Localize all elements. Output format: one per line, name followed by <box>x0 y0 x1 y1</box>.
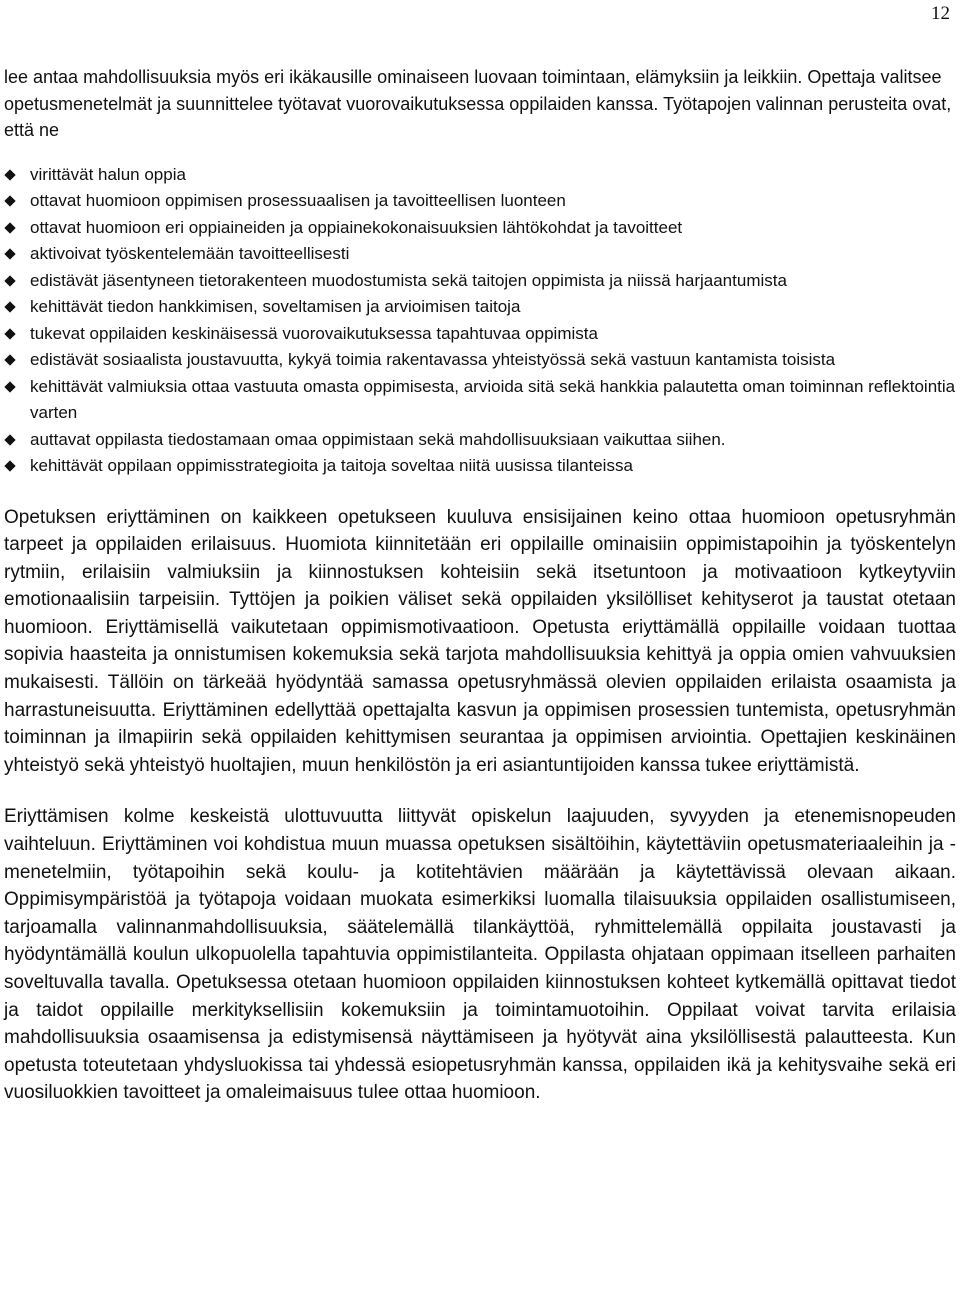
list-item <box>4 215 956 242</box>
list-item <box>4 162 956 189</box>
diamond-bullet-icon <box>4 354 15 365</box>
criteria-list <box>4 162 956 480</box>
diamond-bullet-icon <box>4 222 15 233</box>
list-item-text: kehittävät valmiuksia ottaa vastuuta omasta oppimisesta, arvioida sitä sekä hankkia palautetta oman toiminnan reflektointia varten <box>30 376 956 422</box>
list-item <box>4 347 956 374</box>
diamond-bullet-icon <box>4 381 15 392</box>
list-item-text: auttavat oppilasta tiedostamaan omaa oppimistaan sekä mahdollisuuksiaan vaikuttaa siihen. <box>30 429 726 449</box>
list-item <box>4 294 956 321</box>
diamond-bullet-icon <box>4 275 15 286</box>
list-item <box>4 374 956 427</box>
list-item <box>4 268 956 295</box>
list-item-text: aktivoivat työskentelemään tavoitteellisesti <box>30 244 350 263</box>
diamond-bullet-icon <box>4 248 15 259</box>
list-item-text: kehittävät tiedon hankkimisen, soveltamisen ja arvioimisen taitoja <box>30 297 521 316</box>
list-item <box>4 321 956 348</box>
diamond-bullet-icon <box>4 460 15 471</box>
list-item-text: virittävät halun oppia <box>30 164 186 184</box>
list-item <box>4 427 956 454</box>
list-item-text: ottavat huomioon eri oppiaineiden ja oppiainekokonaisuuksien lähtökohdat ja tavoitteet <box>30 217 683 237</box>
document-body <box>4 64 956 1107</box>
list-item-text: ottavat huomioon oppimisen prosessuaalisen ja tavoitteellisen luonteen <box>30 191 566 210</box>
list-item-text: edistävät jäsentyneen tietorakenteen muodostumista sekä taitojen oppimista ja niissä harjaantumista <box>30 270 787 290</box>
list-item <box>4 188 956 215</box>
page-number: 12 <box>931 3 950 24</box>
list-item <box>4 453 956 480</box>
differentiation-dimensions-paragraph: Eriyttämisen kolme keskeistä ulottuvuutta liittyvät opiskelun laajuuden, syvyyden ja etenemisnopeuden vaihteluun. Eriyttäminen voi kohdistua muun muassa opetuksen sisältöihin, käytettäviin opetusmateriaaleihin ja -menetelmiin, työtapoihin sekä koulu- ja kotitehtävien määrään ja käytettävissä olevaan aikaan. Oppimisympäristöä ja työtapoja voidaan muokata esimerkiksi luomalla tilaisuuksia oppilaiden osallistumiseen, tarjoamalla valinnanmahdollisuuksia, säätelemällä tilankäyttöä, ryhmittelemällä oppilaita joustavasti ja hyödyntämällä koulun ulkopuolella tapahtuvia oppimistilanteita. Oppilasta ohjataan oppimaan itselleen parhaiten soveltuvalla tavalla. Opetuksessa otetaan huomioon oppilaiden kiinnostuksen kohteet kytkemällä opittavat tiedot ja taidot oppilaille merkityksellisiin kokemuksiin ja toimintamuotoihin. Oppilaat voivat tarvita erilaisia mahdollisuuksia osaamisensa ja edistymisensä näyttämiseen ja hyötyvät aina yksilöllisestä palautteesta. Kun opetusta toteutetaan yhdysluokissa tai yhdessä esiopetusryhmän kanssa, oppilaiden ikä ja kehitysvaihe sekä eri vuosiluokkien tavoitteet ja omaleimaisuus tulee ottaa huomioon. <box>4 806 956 1104</box>
list-item <box>4 241 956 268</box>
diamond-bullet-icon <box>4 301 15 312</box>
list-item-text: edistävät sosiaalista joustavuutta, kykyä toimia rakentavassa yhteistyössä sekä vastuun kantamista toisista <box>30 350 836 369</box>
diamond-bullet-icon <box>4 195 15 206</box>
list-item-text: kehittävät oppilaan oppimisstrategioita ja taitoja soveltaa niitä uusissa tilanteissa <box>30 456 633 475</box>
diamond-bullet-icon <box>4 434 15 445</box>
diamond-bullet-icon <box>4 169 15 180</box>
diamond-bullet-icon <box>4 328 15 339</box>
intro-paragraph: lee antaa mahdollisuuksia myös eri ikäkausille ominaiseen luovaan toimintaan, elämyksiin ja leikkiin. Opettaja valitsee opetusmenetelmät ja suunnittelee työtavat vuorovaikutuksessa oppilaiden kanssa. Työtapojen valinnan perusteita ovat, että ne <box>4 67 952 140</box>
differentiation-paragraph: Opetuksen eriyttäminen on kaikkeen opetukseen kuuluva ensisijainen keino ottaa huomioon opetusryhmän tarpeet ja oppilaiden erilaisuus. Huomiota kiinnitetään eri oppilaille ominaisiin oppimistapoihin ja työskentelyn rytmiin, erilaisiin valmiuksiin ja kiinnostuksen kohteisiin sekä itsetuntoon ja motivaatioon kytkeytyviin emotionaalisiin tarpeisiin. Tyttöjen ja poikien väliset sekä oppilaiden yksilölliset kehityserot ja taustat otetaan huomioon. Eriyttämisellä vaikutetaan oppimismotivaatioon. Opetusta eriyttämällä oppilaille voidaan tuottaa sopivia haasteita ja onnistumisen kokemuksia sekä tarjota mahdollisuuksia kehittyä ja oppia omien vahvuuksien mukaisesti. Tällöin on tärkeää hyödyntää samassa opetusryhmässä olevien oppilaiden erilaista osaamista ja harrastuneisuutta. Eriyttäminen edellyttää opettajalta kasvun ja oppimisen prosessien tuntemista, opetusryhmän toiminnan ja ilmapiirin sekä oppilaiden kehittymisen seurantaa ja oppimisen arviointia. Opettajien keskinäinen yhteistyö sekä yhteistyö huoltajien, muun henkilöstön ja eri asiantuntijoiden kanssa tukee eriyttämistä. <box>4 506 956 776</box>
list-item-text: tukevat oppilaiden keskinäisessä vuorovaikutuksessa tapahtuvaa oppimista <box>30 323 598 343</box>
